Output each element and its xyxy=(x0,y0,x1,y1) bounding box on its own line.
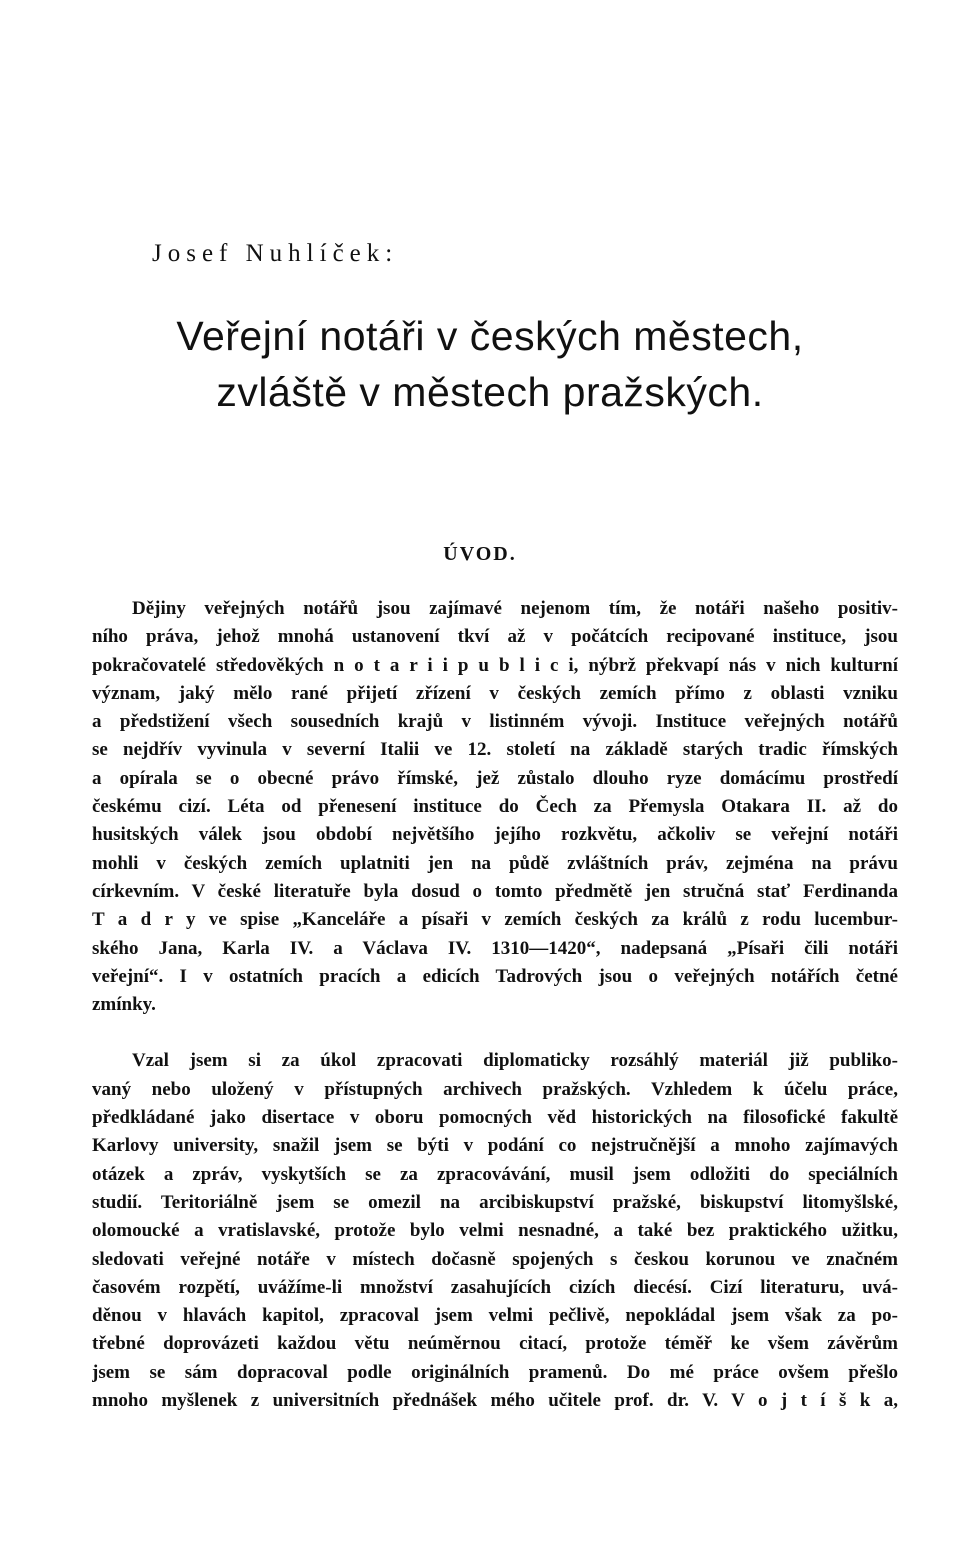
text-line: veřejní“. I v ostatních pracích a edicích Tadrových jsou o veřejných notářích četné xyxy=(92,965,898,987)
text-line: jsem se sám dopracoval podle originálních pramenů. Do mé práce ovšem přešlo xyxy=(92,1361,898,1383)
text-line: zmínky. xyxy=(92,994,156,1016)
text-line: ského Jana, Karla IV. a Václava IV. 1310—1420“, nadepsaná „Písaři čili notáři xyxy=(92,937,898,959)
text-line: časovém rozpětí, uvážíme-li množství zasahujících cizích diecésí. Cizí literaturu, uvá- xyxy=(92,1276,898,1298)
author-name: Josef Nuhlíček: xyxy=(152,240,399,267)
text-line: husitských válek jsou období největšího jejího rozkvětu, ačkoliv se veřejní notáři xyxy=(92,824,898,846)
text-line: a opírala se o obecné právo římské, jež zůstalo dlouho ryze domácímu prostředí xyxy=(92,767,898,789)
title-line-1: Veřejní notáři v českých městech, xyxy=(176,313,804,359)
text-line: českému cizí. Léta od přenesení instituce do Čech za Přemysla Otakara II. až do xyxy=(92,796,898,818)
paragraph-gap xyxy=(92,1019,898,1047)
text-line: mnoho myšlenek z universitních přednášek mého učitele prof. dr. V. V o j t í š k a, xyxy=(92,1390,898,1412)
text-line: předkládané jako disertace v oboru pomocných věd historických na filosofické fakultě xyxy=(92,1107,898,1129)
section-heading: ÚVOD. xyxy=(443,543,517,565)
text-line: třebné doprovázeti každou větu neúměrnou citací, protože téměř ke všem závěrům xyxy=(92,1333,898,1355)
body-text xyxy=(92,595,898,1415)
text-line: a předstižení všech sousedních krajů v listinném vývoji. Instituce veřejných notářů xyxy=(92,711,898,733)
paragraph-1 xyxy=(92,595,898,1019)
text-line: studií. Teritoriálně jsem se omezil na arcibiskupství pražské, biskupství litomyšlské, xyxy=(92,1191,898,1213)
text-line: mohli v českých zemích uplatniti jen na půdě zvláštních práv, zejména na právu xyxy=(92,852,898,874)
text-line: se nejdřív vyvinula v severní Italii ve 12. století na základě starých tradic římských xyxy=(92,739,898,761)
text-line: T a d r y ve spise „Kanceláře a písaři v zemích českých za králů z rodu lucembur- xyxy=(92,909,898,931)
text-line: olomoucké a vratislavské, protože bylo velmi nesnadné, a také bez praktického užitku, xyxy=(92,1220,898,1242)
text-line: děnou v hlavách kapitol, zpracoval jsem velmi pečlivě, nepokládal jsem však za po- xyxy=(92,1305,898,1327)
text-line: vaný nebo uložený v přístupných archivech pražských. Vzhledem k účelu práce, xyxy=(92,1078,898,1100)
paragraph-2 xyxy=(92,1047,898,1415)
title-line-2: zvláště v městech pražských. xyxy=(216,369,764,415)
text-line: význam, jaký mělo rané přijetí zřízení v českých zemích přímo z oblasti vzniku xyxy=(92,682,898,704)
text-line: církevním. V české literatuře byla dosud o tomto předmětě jen stručná stať Ferdinanda xyxy=(92,880,898,902)
article-title xyxy=(140,308,840,420)
text-line: otázek a zpráv, vyskytších se za zpracovávání, musil jsem odložiti do speciálních xyxy=(92,1163,898,1185)
text-line: Vzal jsem si za úkol zpracovati diplomaticky rozsáhlý materiál již publiko- xyxy=(132,1050,898,1072)
text-line: pokračovatelé středověkých n o t a r i i p u b l i c i, nýbrž překvapí nás v nich kulturní xyxy=(92,654,898,676)
text-line: Karlovy university, snažil jsem se býti v podání co nejstručnější a mnoho zajímavých xyxy=(92,1135,898,1157)
text-line: sledovati veřejné notáře v místech dočasně spojených s českou korunou ve značném xyxy=(92,1248,898,1270)
text-line: Dějiny veřejných notářů jsou zajímavé nejenom tím, že notáři našeho positiv- xyxy=(132,598,898,619)
text-line: ního práva, jehož mnohá ustanovení tkví až v počátcích recipované instituce, jsou xyxy=(92,626,898,648)
